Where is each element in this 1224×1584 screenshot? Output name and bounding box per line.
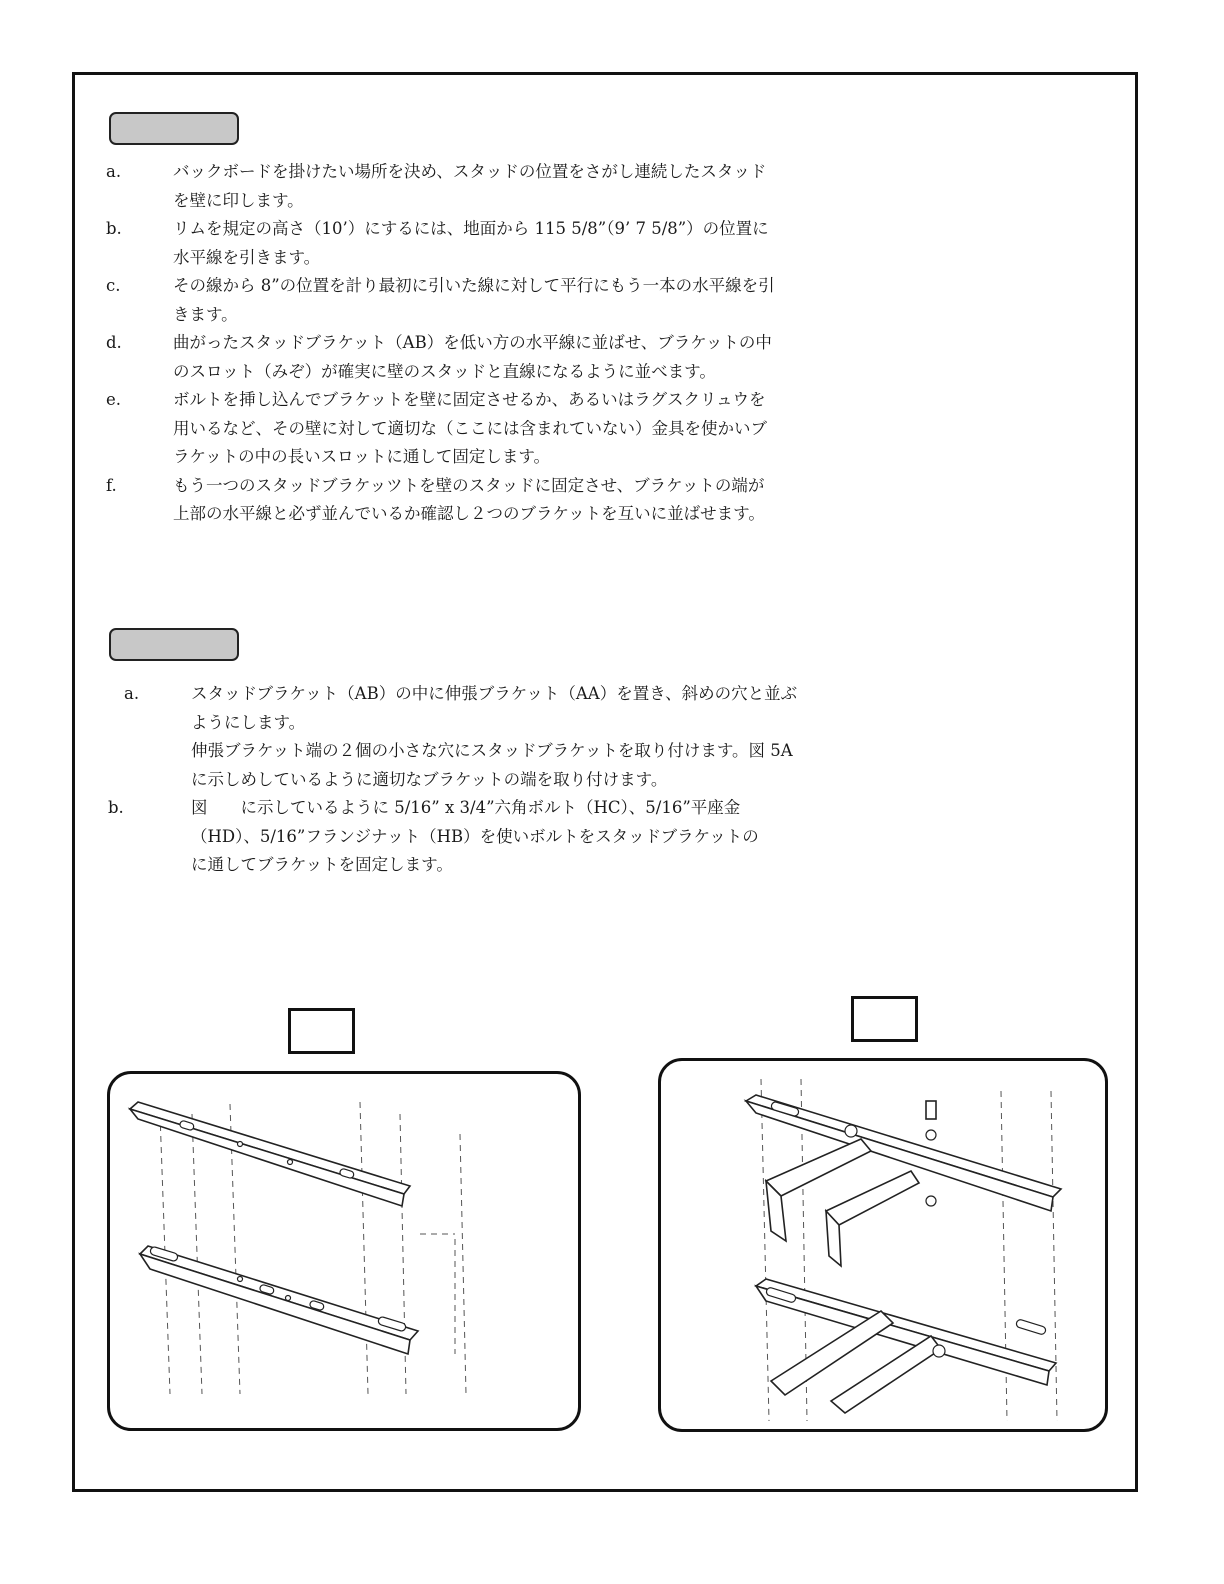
- step-text: もう一つのスタッドブラケッツトを壁のスタッドに固定させ、ブラケットの端が上部の水平線と必ず並んでいるか確認し２つのブラケットを互いに並ばせます。: [173, 475, 765, 523]
- step-badge-2: [109, 628, 239, 661]
- step-1c: [106, 272, 775, 329]
- step-2a-cont: [108, 737, 803, 794]
- step-text: 伸張ブラケット端の２個の小さな穴にスタッドブラケットを取り付けます。図 5A に示しめしているように適切なブラケットの端を取り付けます。: [191, 741, 793, 789]
- step-marker: a.: [124, 684, 140, 703]
- step-text: 図 に示しているように 5/16” x 3/4”六角ボルト（HC）、5/16”平座金（HD）、5/16”フランジナット（HB）を使いボルトをスタッドブラケットの に通してブラケットを固定します。: [191, 798, 842, 874]
- step-badge-1: [109, 112, 239, 145]
- step-text: ボルトを挿し込んでブラケットを壁に固定させるか、あるいはラグスクリュウを用いるなど、その壁に対して適切な（ここには含まれていない）金具を使かいブラケットの中の長いスロットに通して固定します。: [173, 390, 767, 466]
- figure-left: [107, 1071, 581, 1431]
- step-marker: b.: [106, 219, 122, 238]
- step-1f: [106, 472, 775, 529]
- figure-label-right: [851, 996, 918, 1042]
- step-1a: [106, 158, 775, 215]
- step-1e: [106, 386, 775, 472]
- step-text: 曲がったスタッドブラケット（AB）を低い方の水平線に並ばせ、ブラケットの中のスロット（みぞ）が確実に壁のスタッドと直線になるように並べます。: [173, 333, 772, 381]
- step-2a: [108, 680, 803, 737]
- section-1-steps: [106, 158, 775, 529]
- figure-label-left: [288, 1008, 355, 1054]
- bracket-diagram-left: [110, 1074, 581, 1431]
- bracket-diagram-right: [661, 1061, 1108, 1432]
- section-2-steps: [108, 680, 842, 880]
- step-marker: c.: [106, 276, 121, 295]
- step-marker: f.: [106, 475, 117, 495]
- step-text: リムを規定の高さ（10’）にするには、地面から 115 5/8”（9’ 7 5/8”）の位置に水平線を引きます。: [173, 219, 769, 267]
- step-1b: [106, 215, 775, 272]
- step-text: バックボードを掛けたい場所を決め、スタッドの位置をさがし連続したスタッドを壁に印します。: [173, 162, 767, 210]
- figure-right: [658, 1058, 1108, 1432]
- step-marker: d.: [106, 333, 122, 352]
- step-text: スタッドブラケット（AB）の中に伸張ブラケット（AA）を置き、斜めの穴と並ぶようにします。: [191, 684, 798, 732]
- step-1d: [106, 329, 775, 386]
- step-marker: a.: [106, 162, 122, 181]
- step-marker: e.: [106, 390, 122, 409]
- step-text: その線から 8”の位置を計り最初に引いた線に対して平行にもう一本の水平線を引きます。: [173, 276, 775, 324]
- step-marker: b.: [108, 798, 124, 817]
- step-2b: [108, 794, 842, 880]
